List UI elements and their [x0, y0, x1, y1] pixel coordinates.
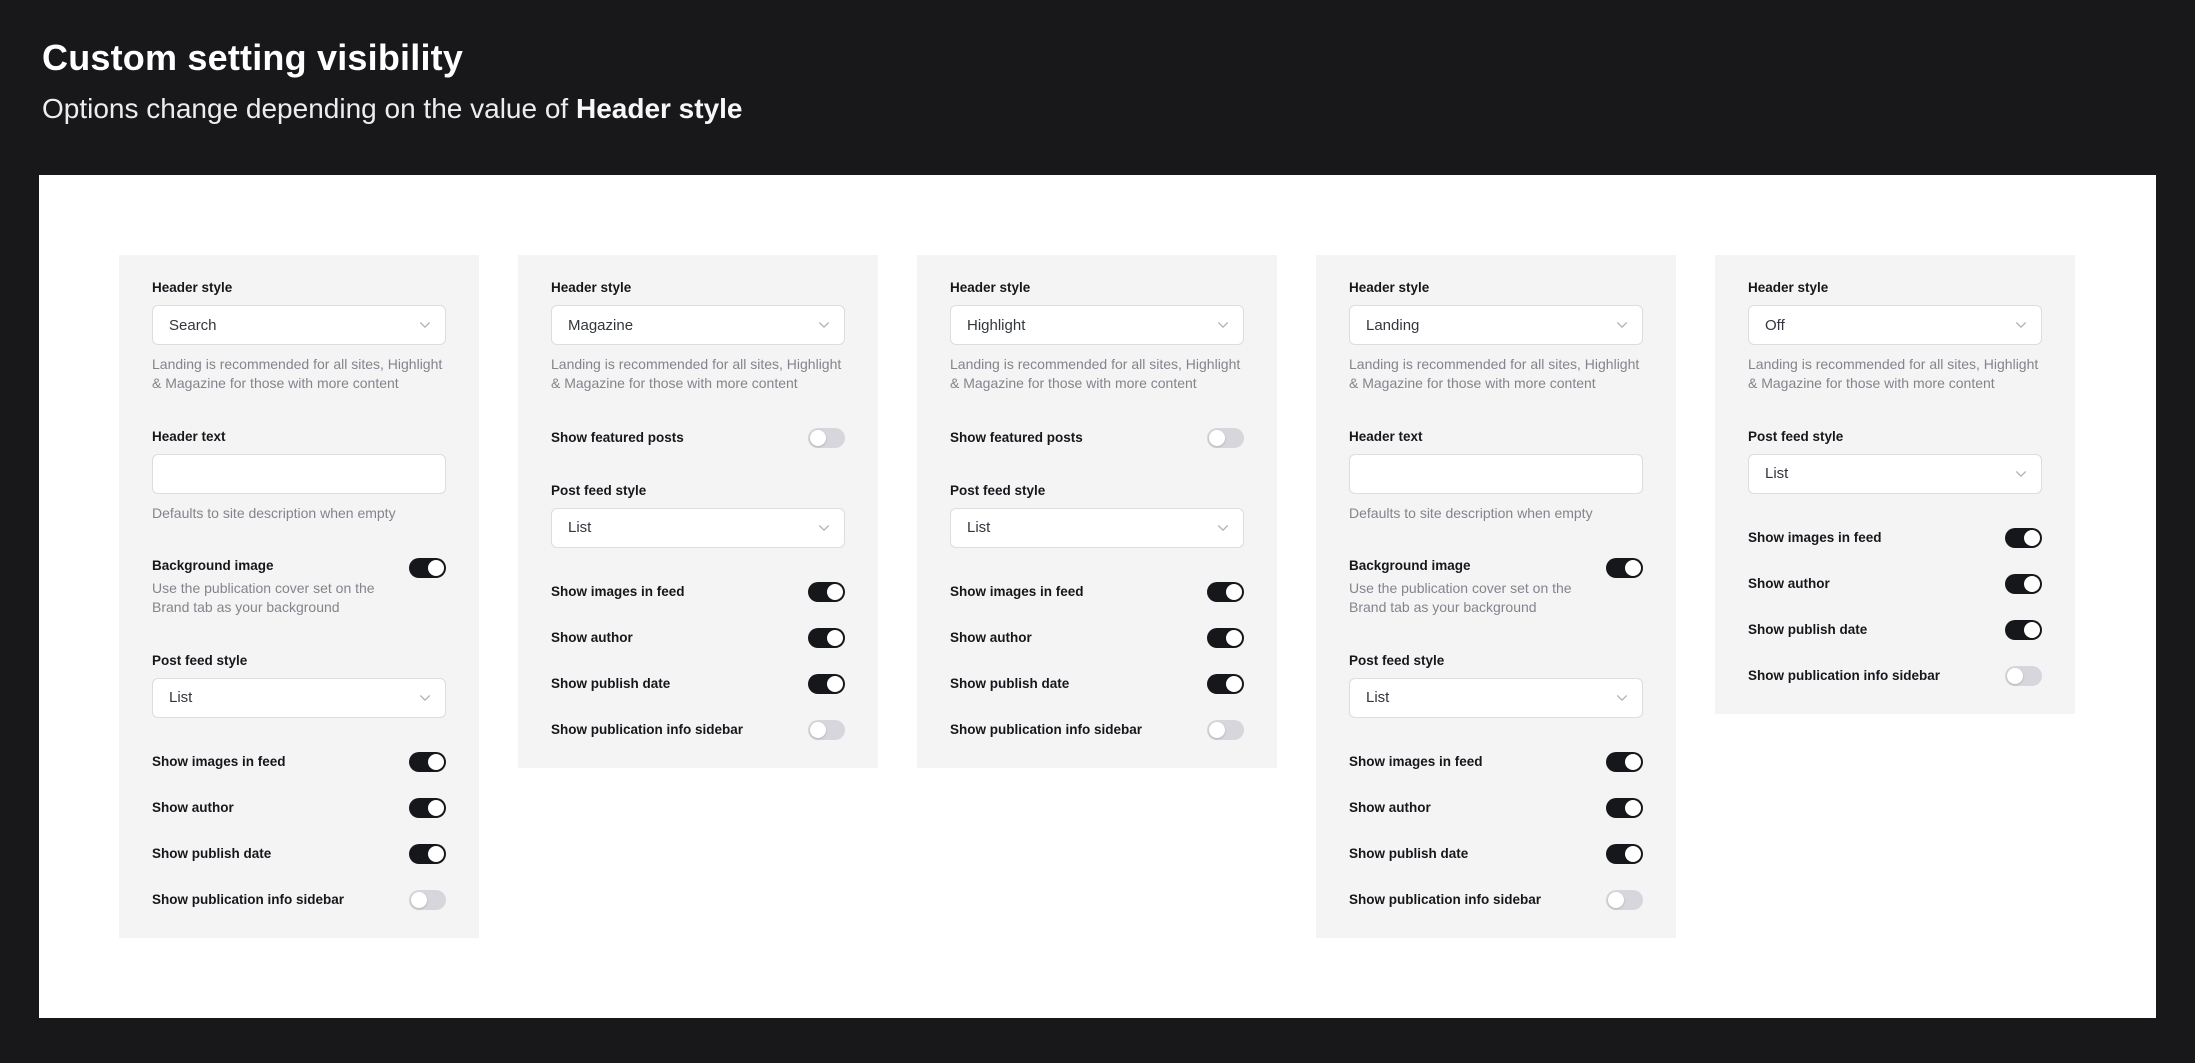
chevron-down-icon	[817, 521, 831, 535]
field-show-publication-info-sidebar	[152, 890, 446, 910]
background-image-toggle[interactable]	[409, 558, 446, 578]
field-label: Show publish date	[1349, 845, 1469, 861]
field-control	[1748, 305, 2042, 345]
field-label: Show publish date	[152, 845, 272, 861]
header-text-input[interactable]	[152, 454, 446, 494]
header-text-input[interactable]	[1349, 454, 1643, 494]
field-helper-text: Defaults to site description when empty	[152, 504, 396, 521]
post-feed-style-select[interactable]	[551, 508, 845, 548]
chevron-down-icon	[1615, 318, 1629, 332]
field-label: Show images in feed	[950, 583, 1084, 599]
field-header-style	[551, 279, 845, 394]
show-images-in-feed-toggle[interactable]	[1207, 582, 1244, 602]
field-control	[950, 305, 1244, 345]
toggle-knob	[810, 722, 826, 738]
toggle-knob	[428, 560, 444, 576]
field-label: Show featured posts	[950, 429, 1083, 445]
show-author-toggle[interactable]	[808, 628, 845, 648]
field-post-feed-style	[950, 482, 1244, 548]
header-style-select[interactable]	[551, 305, 845, 345]
field-show-images-in-feed	[1748, 528, 2042, 548]
field-post-feed-style	[1349, 652, 1643, 718]
field-show-featured-posts	[551, 428, 845, 448]
show-publish-date-toggle[interactable]	[2005, 620, 2042, 640]
show-publication-info-sidebar-toggle[interactable]	[409, 890, 446, 910]
show-publish-date-toggle[interactable]	[1207, 674, 1244, 694]
show-publish-date-toggle[interactable]	[409, 844, 446, 864]
post-feed-style-select[interactable]	[1748, 454, 2042, 494]
chevron-down-icon	[1615, 691, 1629, 705]
field-helper-text: Landing is recommended for all sites, Highlight & Magazine for those with more content	[950, 356, 1241, 392]
selected-value: List	[1765, 465, 1789, 483]
field-helper-text: Landing is recommended for all sites, Highlight & Magazine for those with more content	[1349, 356, 1640, 392]
toggle-knob	[1625, 846, 1641, 862]
chevron-down-icon	[2014, 467, 2028, 481]
field-label: Header style	[950, 280, 1031, 295]
field-label: Show publication info sidebar	[152, 891, 345, 907]
show-author-toggle[interactable]	[1606, 798, 1643, 818]
selected-value: Search	[169, 316, 217, 334]
toggle-knob	[411, 892, 427, 908]
toggle-knob	[1226, 584, 1242, 600]
post-feed-style-select[interactable]	[1349, 678, 1643, 718]
field-header-style	[1349, 279, 1643, 394]
field-label: Show images in feed	[551, 583, 685, 599]
page-subtitle-emphasis: Header style	[575, 93, 743, 125]
field-show-publication-info-sidebar	[1349, 890, 1643, 910]
show-images-in-feed-toggle[interactable]	[808, 582, 845, 602]
field-background-image	[1349, 557, 1643, 618]
toggle-knob	[2024, 530, 2040, 546]
show-featured-posts-toggle[interactable]	[1207, 428, 1244, 448]
settings-panels	[39, 175, 2156, 1018]
header-style-select[interactable]	[950, 305, 1244, 345]
field-label: Post feed style	[152, 652, 248, 668]
toggle-knob	[1209, 722, 1225, 738]
selected-value: Magazine	[568, 316, 634, 334]
settings-card-off	[1715, 255, 2075, 714]
field-post-feed-style	[551, 482, 845, 548]
selected-value: List	[568, 519, 592, 537]
show-author-toggle[interactable]	[2005, 574, 2042, 594]
show-images-in-feed-toggle[interactable]	[1606, 752, 1643, 772]
field-show-images-in-feed	[152, 752, 446, 772]
field-header-text	[1349, 428, 1643, 523]
toggle-knob	[810, 430, 826, 446]
field-label: Post feed style	[551, 482, 647, 498]
post-feed-style-select[interactable]	[950, 508, 1244, 548]
field-show-author	[1349, 798, 1643, 818]
toggle-knob	[428, 800, 444, 816]
field-helper-text: Defaults to site description when empty	[1349, 504, 1593, 521]
toggle-knob	[428, 846, 444, 862]
field-label: Header style	[152, 280, 233, 295]
field-label: Header style	[1349, 280, 1430, 295]
show-author-toggle[interactable]	[1207, 628, 1244, 648]
header-style-select[interactable]	[1349, 305, 1643, 345]
field-helper-text: Landing is recommended for all sites, Highlight & Magazine for those with more content	[152, 356, 443, 392]
field-show-publication-info-sidebar	[1748, 666, 2042, 686]
settings-card-search	[119, 255, 479, 938]
chevron-down-icon	[418, 691, 432, 705]
field-label: Show images in feed	[1349, 753, 1483, 769]
toggle-knob	[827, 584, 843, 600]
field-text	[1349, 557, 1606, 618]
field-label: Show author	[950, 629, 1032, 645]
settings-card-landing	[1316, 255, 1676, 938]
field-label: Show featured posts	[551, 429, 684, 445]
field-show-publish-date	[1748, 620, 2042, 640]
field-post-feed-style	[152, 652, 446, 718]
field-show-publish-date	[1349, 844, 1643, 864]
field-header-style	[1748, 279, 2042, 394]
field-label: Show images in feed	[152, 753, 286, 769]
show-publish-date-toggle[interactable]	[1606, 844, 1643, 864]
field-helper-text: Landing is recommended for all sites, Highlight & Magazine for those with more content	[1748, 356, 2039, 392]
toggle-knob	[1625, 560, 1641, 576]
show-featured-posts-toggle[interactable]	[808, 428, 845, 448]
field-show-publication-info-sidebar	[950, 720, 1244, 740]
page-subtitle-text: Options change depending on the value of	[42, 93, 576, 125]
field-background-image	[152, 557, 446, 618]
chevron-down-icon	[418, 318, 432, 332]
show-images-in-feed-toggle[interactable]	[409, 752, 446, 772]
field-label: Show author	[1349, 799, 1431, 815]
field-show-publish-date	[950, 674, 1244, 694]
field-header-text	[152, 428, 446, 523]
field-show-author	[551, 628, 845, 648]
settings-card-highlight	[917, 255, 1277, 768]
field-helper-text: Landing is recommended for all sites, Highlight & Magazine for those with more content	[551, 356, 842, 392]
toggle-knob	[428, 754, 444, 770]
settings-canvas	[39, 175, 2156, 1018]
selected-value: List	[967, 519, 991, 537]
field-label: Show publish date	[1748, 621, 1868, 637]
show-publication-info-sidebar-toggle[interactable]	[2005, 666, 2042, 686]
show-publish-date-toggle[interactable]	[808, 674, 845, 694]
settings-card-magazine	[518, 255, 878, 768]
field-helper-text: Use the publication cover set on the Brand tab as your background	[1349, 579, 1572, 616]
chevron-down-icon	[1216, 318, 1230, 332]
field-text	[152, 557, 409, 618]
field-label: Background image	[152, 557, 274, 573]
field-show-publish-date	[551, 674, 845, 694]
chevron-down-icon	[1216, 521, 1230, 535]
field-label: Show publication info sidebar	[950, 721, 1143, 737]
selected-value: List	[1366, 689, 1390, 707]
header-style-select[interactable]	[152, 305, 446, 345]
field-label: Show publish date	[551, 675, 671, 691]
selected-value: Highlight	[967, 316, 1026, 334]
field-label: Show publication info sidebar	[551, 721, 744, 737]
field-control	[551, 305, 845, 345]
field-label: Header text	[1349, 428, 1423, 444]
field-label: Show publish date	[950, 675, 1070, 691]
toggle-knob	[1209, 430, 1225, 446]
toggle-knob	[1625, 800, 1641, 816]
page-header	[42, 36, 743, 126]
field-label: Post feed style	[1748, 428, 1844, 444]
show-images-in-feed-toggle[interactable]	[2005, 528, 2042, 548]
selected-value: List	[169, 689, 193, 707]
field-show-images-in-feed	[950, 582, 1244, 602]
field-header-style	[152, 279, 446, 394]
toggle-knob	[1226, 676, 1242, 692]
show-publication-info-sidebar-toggle[interactable]	[1606, 890, 1643, 910]
field-post-feed-style	[1748, 428, 2042, 494]
field-show-author	[152, 798, 446, 818]
toggle-knob	[1226, 630, 1242, 646]
chevron-down-icon	[817, 318, 831, 332]
field-label: Header text	[152, 428, 226, 444]
selected-value: Landing	[1366, 316, 1420, 334]
page-subtitle	[42, 91, 743, 126]
toggle-knob	[2024, 576, 2040, 592]
field-control	[1748, 454, 2042, 494]
field-label: Header style	[551, 280, 632, 295]
show-publication-info-sidebar-toggle[interactable]	[1207, 720, 1244, 740]
field-show-images-in-feed	[1349, 752, 1643, 772]
field-show-author	[950, 628, 1244, 648]
field-label: Header style	[1748, 280, 1829, 295]
field-control	[152, 678, 446, 718]
field-label: Show author	[1748, 575, 1830, 591]
field-label: Post feed style	[1349, 652, 1445, 668]
field-label: Show author	[551, 629, 633, 645]
toggle-knob	[1608, 892, 1624, 908]
toggle-knob	[2007, 668, 2023, 684]
field-show-featured-posts	[950, 428, 1244, 448]
field-control	[1349, 454, 1643, 494]
background-image-toggle[interactable]	[1606, 558, 1643, 578]
field-helper-text: Use the publication cover set on the Brand tab as your background	[152, 579, 375, 616]
field-label: Show images in feed	[1748, 529, 1882, 545]
field-control	[1349, 678, 1643, 718]
field-show-publish-date	[152, 844, 446, 864]
show-author-toggle[interactable]	[409, 798, 446, 818]
field-control	[950, 508, 1244, 548]
field-header-style	[950, 279, 1244, 394]
toggle-knob	[1625, 754, 1641, 770]
post-feed-style-select[interactable]	[152, 678, 446, 718]
field-label: Show publication info sidebar	[1349, 891, 1542, 907]
field-label: Show author	[152, 799, 234, 815]
chevron-down-icon	[2014, 318, 2028, 332]
field-control	[551, 508, 845, 548]
field-show-images-in-feed	[551, 582, 845, 602]
field-label: Show publication info sidebar	[1748, 667, 1941, 683]
toggle-knob	[827, 676, 843, 692]
header-style-select[interactable]	[1748, 305, 2042, 345]
toggle-knob	[827, 630, 843, 646]
toggle-knob	[2024, 622, 2040, 638]
field-show-publication-info-sidebar	[551, 720, 845, 740]
selected-value: Off	[1765, 316, 1785, 334]
field-control	[1349, 305, 1643, 345]
field-show-author	[1748, 574, 2042, 594]
field-control	[152, 454, 446, 494]
show-publication-info-sidebar-toggle[interactable]	[808, 720, 845, 740]
page-title: Custom setting visibility	[42, 37, 464, 78]
field-label: Background image	[1349, 557, 1471, 573]
field-control	[152, 305, 446, 345]
field-label: Post feed style	[950, 482, 1046, 498]
